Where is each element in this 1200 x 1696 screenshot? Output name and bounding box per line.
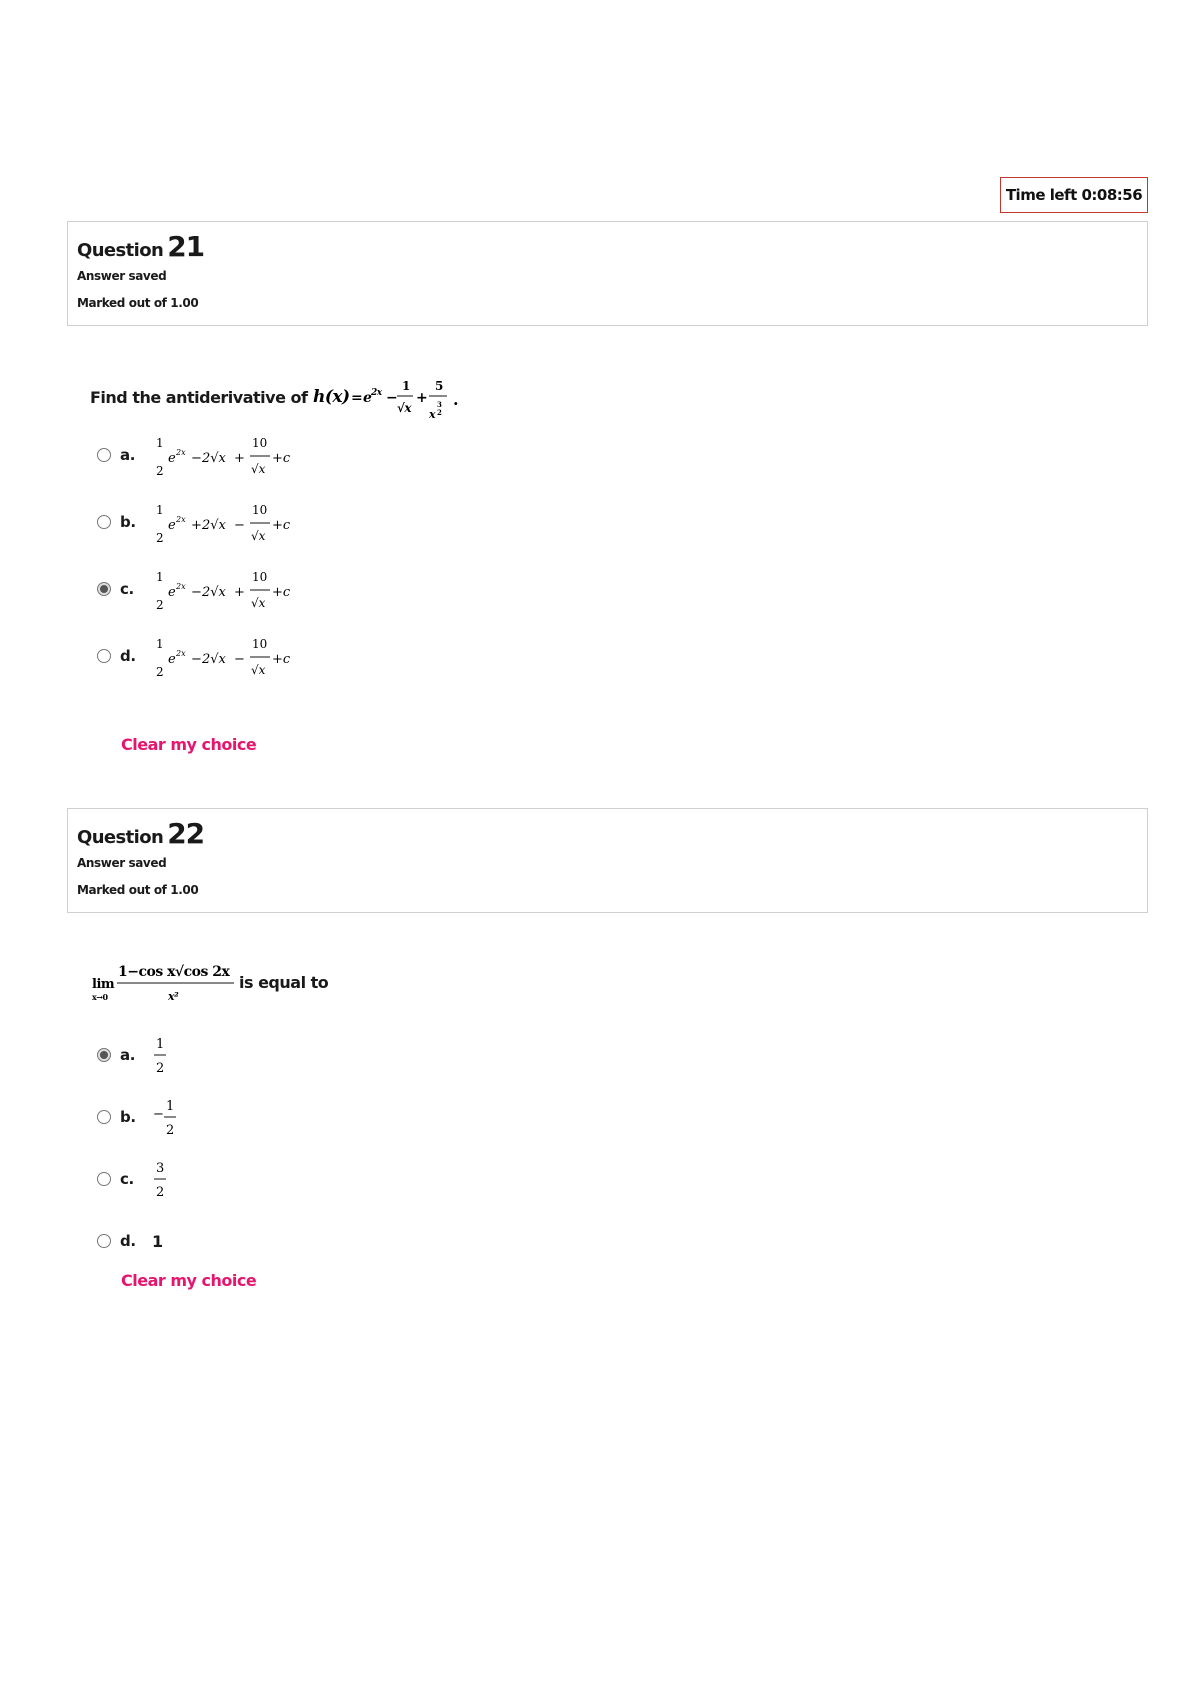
question-22-info bbox=[67, 808, 1148, 913]
frac-den: 2 bbox=[156, 1185, 165, 1200]
tail: +c bbox=[272, 451, 291, 466]
op1: + bbox=[191, 518, 202, 533]
half-den: 2 bbox=[156, 464, 164, 478]
frac-den: 2 bbox=[166, 1123, 175, 1138]
frac-num: 10 bbox=[252, 436, 268, 450]
formula-e-exp: 2x bbox=[371, 388, 383, 398]
radio-button[interactable] bbox=[97, 1110, 111, 1124]
q21-clear-choice-link[interactable]: Clear my choice bbox=[121, 735, 257, 754]
radio-button[interactable] bbox=[97, 1172, 111, 1186]
option-letter: a. bbox=[120, 446, 136, 464]
q22-option-d[interactable] bbox=[97, 1216, 163, 1266]
question-title bbox=[77, 232, 1138, 266]
e-base: e bbox=[168, 585, 176, 600]
lim-sub: x→0 bbox=[92, 992, 108, 1002]
frac-num: 10 bbox=[252, 637, 268, 651]
formula-plus: + bbox=[416, 390, 428, 406]
option-value: 1 bbox=[152, 1231, 164, 1251]
frac-den: √x bbox=[251, 596, 266, 610]
option-fraction bbox=[152, 1154, 192, 1204]
tail: +c bbox=[272, 652, 291, 667]
formula-e: e bbox=[363, 390, 372, 406]
q21-option-d[interactable] bbox=[97, 631, 312, 681]
e-exp: 2x bbox=[176, 448, 186, 457]
question-label: Question bbox=[77, 827, 164, 848]
question-21-info bbox=[67, 221, 1148, 326]
option-letter: d. bbox=[120, 1232, 136, 1250]
question-22-formula bbox=[90, 960, 236, 1004]
q21-option-b[interactable] bbox=[97, 497, 312, 547]
op2: + bbox=[234, 585, 245, 600]
frac-num: 1 bbox=[166, 1099, 175, 1114]
op2: − bbox=[234, 652, 245, 667]
question-label: Question bbox=[77, 240, 164, 261]
e-base: e bbox=[168, 652, 176, 667]
question-prompt: is equal to bbox=[239, 972, 329, 992]
op1: − bbox=[191, 585, 202, 600]
question-prompt: Find the antiderivative of bbox=[90, 387, 308, 407]
question-number: 22 bbox=[167, 817, 205, 850]
formula-t2-den: √x bbox=[397, 401, 412, 415]
mid-term: 2√x bbox=[202, 652, 226, 667]
question-state: Answer saved bbox=[77, 269, 167, 283]
frac-num: 10 bbox=[252, 570, 268, 584]
option-formula bbox=[152, 497, 312, 547]
tail: +c bbox=[272, 518, 291, 533]
radio-button[interactable] bbox=[97, 649, 111, 663]
formula-t3-exp-num: 3 bbox=[437, 400, 442, 409]
option-letter: a. bbox=[120, 1046, 136, 1064]
radio-button[interactable] bbox=[97, 1234, 111, 1248]
half-num: 1 bbox=[156, 570, 164, 584]
lim-word: lim bbox=[92, 977, 115, 992]
option-letter: c. bbox=[120, 1170, 134, 1188]
half-num: 1 bbox=[156, 503, 164, 517]
q21-option-c[interactable] bbox=[97, 564, 312, 614]
e-exp: 2x bbox=[176, 649, 186, 658]
half-num: 1 bbox=[156, 637, 164, 651]
option-fraction bbox=[152, 1030, 192, 1080]
option-letter: c. bbox=[120, 580, 134, 598]
formula-t3-exp-den: 2 bbox=[437, 408, 442, 417]
question-title bbox=[77, 819, 1138, 853]
half-den: 2 bbox=[156, 665, 164, 679]
question-grade: Marked out of 1.00 bbox=[77, 296, 199, 310]
frac-den: √x bbox=[251, 529, 266, 543]
frac-den: √x bbox=[251, 462, 266, 476]
mid-term: 2√x bbox=[202, 451, 226, 466]
q22-option-c[interactable] bbox=[97, 1154, 192, 1204]
e-base: e bbox=[168, 518, 176, 533]
radio-button[interactable] bbox=[97, 1048, 111, 1062]
op2: − bbox=[234, 518, 245, 533]
question-number: 21 bbox=[167, 230, 205, 263]
option-fraction bbox=[152, 1092, 192, 1142]
formula-t2-num: 1 bbox=[402, 379, 411, 393]
half-den: 2 bbox=[156, 531, 164, 545]
option-letter: b. bbox=[120, 513, 136, 531]
q21-option-a[interactable] bbox=[97, 430, 312, 480]
formula-period: . bbox=[453, 390, 459, 409]
option-letter: d. bbox=[120, 647, 136, 665]
formula-lhs: h(x) bbox=[313, 387, 351, 407]
frac-den: √x bbox=[251, 663, 266, 677]
option-formula bbox=[152, 430, 312, 480]
question-22-text bbox=[90, 960, 328, 1004]
lim-den: x² bbox=[168, 990, 179, 1003]
lim-num: 1−cos x√cos 2x bbox=[118, 964, 230, 980]
mid-term: 2√x bbox=[202, 518, 226, 533]
question-21-formula bbox=[313, 372, 473, 422]
radio-button[interactable] bbox=[97, 448, 111, 462]
formula-minus: − bbox=[386, 390, 398, 406]
option-letter: b. bbox=[120, 1108, 136, 1126]
question-grade: Marked out of 1.00 bbox=[77, 883, 199, 897]
tail: +c bbox=[272, 585, 291, 600]
e-base: e bbox=[168, 451, 176, 466]
frac-num: 10 bbox=[252, 503, 268, 517]
option-formula bbox=[152, 564, 312, 614]
half-num: 1 bbox=[156, 436, 164, 450]
q22-option-a[interactable] bbox=[97, 1030, 192, 1080]
op1: − bbox=[191, 451, 202, 466]
frac-num: 3 bbox=[156, 1161, 165, 1176]
radio-button[interactable] bbox=[97, 582, 111, 596]
formula-eq: = bbox=[351, 390, 363, 406]
formula-t3-num: 5 bbox=[435, 379, 444, 393]
e-exp: 2x bbox=[176, 582, 186, 591]
radio-button[interactable] bbox=[97, 515, 111, 529]
frac-sign: − bbox=[153, 1107, 164, 1122]
frac-den: 2 bbox=[156, 1061, 165, 1076]
op2: + bbox=[234, 451, 245, 466]
frac-num: 1 bbox=[156, 1037, 165, 1052]
q22-clear-choice-link[interactable]: Clear my choice bbox=[121, 1271, 257, 1290]
q22-option-b[interactable] bbox=[97, 1092, 192, 1142]
question-state: Answer saved bbox=[77, 856, 167, 870]
mid-term: 2√x bbox=[202, 585, 226, 600]
half-den: 2 bbox=[156, 598, 164, 612]
option-formula bbox=[152, 631, 312, 681]
op1: − bbox=[191, 652, 202, 667]
question-21-text bbox=[90, 372, 473, 422]
time-left-timer: Time left 0:08:56 bbox=[1000, 177, 1148, 213]
formula-t3-den: x bbox=[429, 408, 436, 421]
e-exp: 2x bbox=[176, 515, 186, 524]
